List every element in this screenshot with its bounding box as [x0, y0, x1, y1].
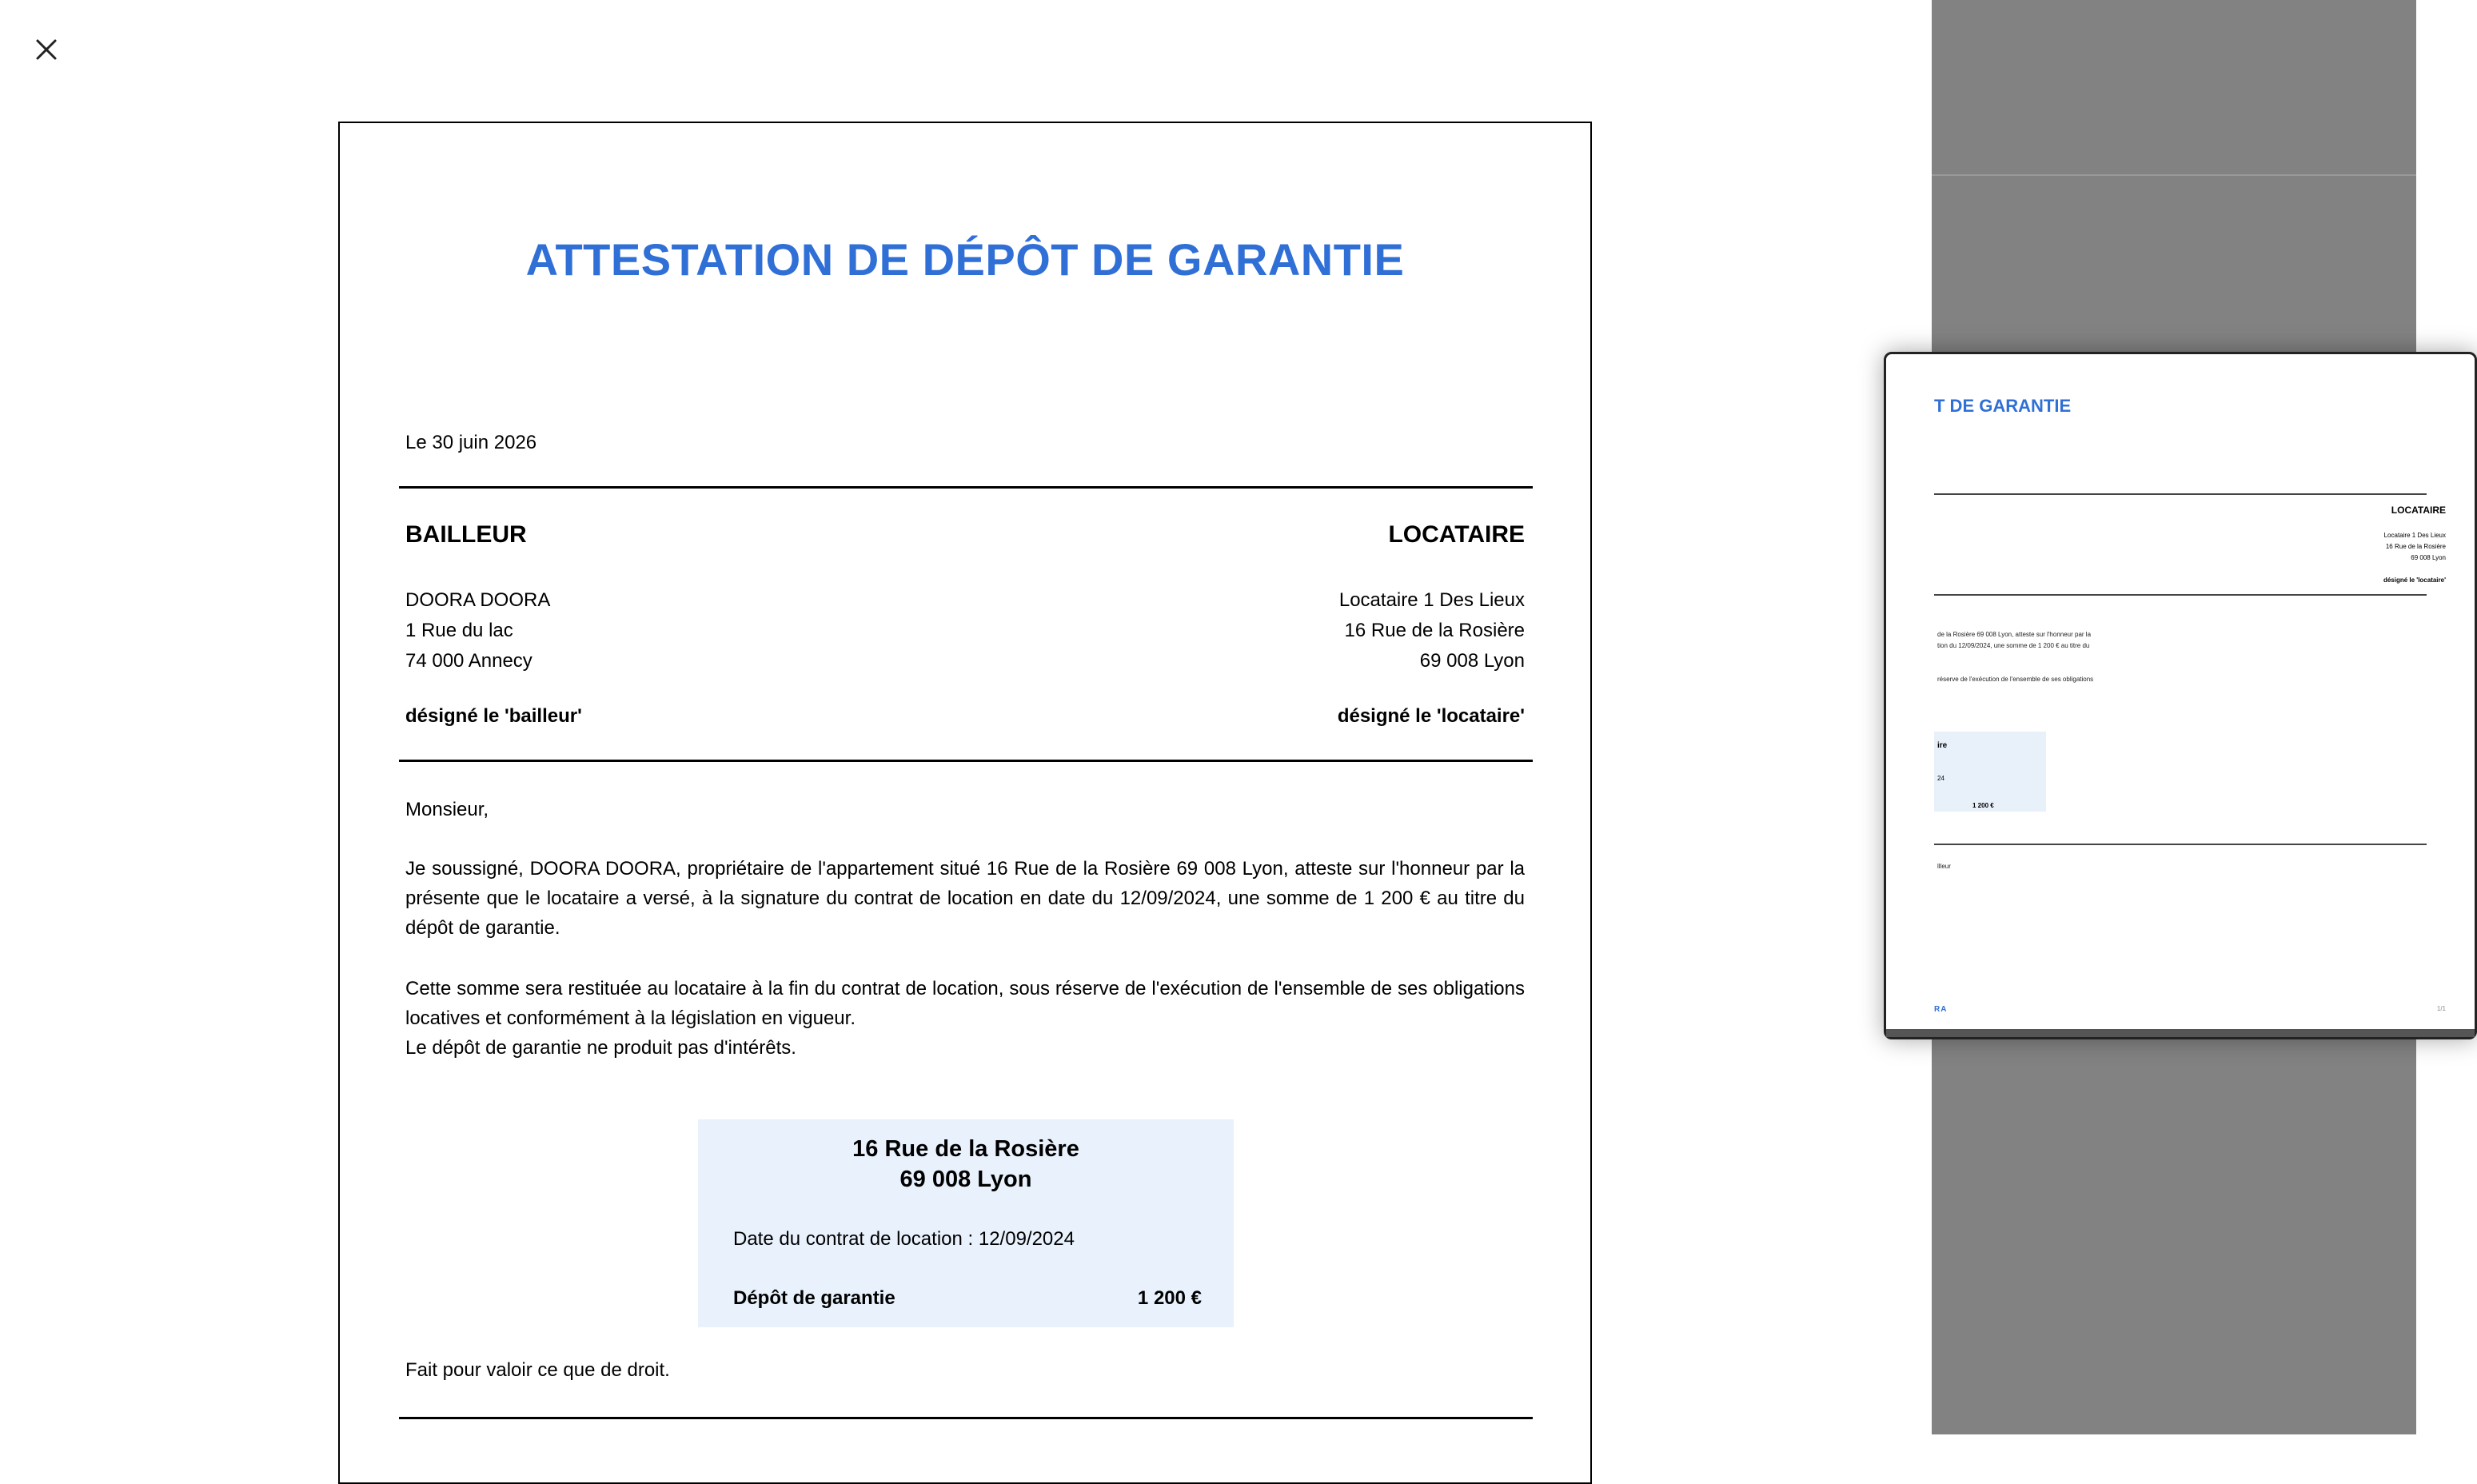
thumbnail-bottom-bar [1886, 1029, 2475, 1037]
thumbnail-rule [1934, 844, 2427, 845]
thumbnail-summary-box [1934, 732, 2046, 812]
section-divider [399, 1417, 1533, 1419]
summary-deposit-value: 1 200 € [1137, 1287, 1202, 1309]
background-app-overlay [1932, 0, 2446, 1434]
document-title: ATTESTATION DE DÉPÔT DE GARANTIE [525, 234, 1405, 285]
locataire-address [1339, 585, 1525, 676]
background-divider [1932, 174, 2416, 176]
document-thumbnail[interactable] [1884, 352, 2477, 1039]
thumbnail-page-number: 1/1 [2436, 1005, 2446, 1012]
thumbnail-title: T DE GARANTIE [1934, 396, 2072, 416]
thumbnail-locataire-designation: désigné le 'locataire' [2383, 576, 2446, 584]
locataire-heading: LOCATAIRE [1388, 521, 1525, 548]
thumbnail-box-title: ire [1937, 741, 1948, 750]
summary-address-line2: 69 008 Lyon [899, 1167, 1032, 1192]
summary-address-line1: 16 Rue de la Rosière [852, 1136, 1079, 1162]
locataire-designation: désigné le 'locataire' [1337, 705, 1525, 727]
paragraph-restitution: Cette somme sera restituée au locataire à la fin du contrat de location, sous réserve de l'exécution de l'ensemble de ses obligations locatives et conformément à la législation en vigueur. [405, 978, 1525, 1029]
summary-contract-date: Date du contrat de location : 12/09/2024 [733, 1228, 1075, 1250]
thumbnail-locataire-city: 69 008 Lyon [2411, 554, 2446, 561]
thumbnail-rule [1934, 594, 2427, 596]
closing-line: Fait pour valoir ce que de droit. [405, 1359, 670, 1381]
thumbnail-rule [1934, 493, 2427, 495]
bailleur-street: 1 Rue du lac [405, 620, 513, 641]
locataire-name: Locataire 1 Des Lieux [1338, 589, 1525, 611]
thumbnail-footer-text: llleur [1937, 863, 1951, 870]
thumbnail-locataire-heading: LOCATAIRE [2391, 505, 2446, 516]
thumbnail-brand: RA [1934, 1005, 1948, 1014]
summary-address [698, 1134, 1234, 1195]
bailleur-address [405, 585, 550, 676]
summary-deposit-label: Dépôt de garantie [733, 1287, 895, 1309]
bailleur-heading: BAILLEUR [405, 521, 527, 548]
locataire-street: 16 Rue de la Rosière [1344, 620, 1525, 641]
bailleur-city: 74 000 Annecy [405, 650, 532, 672]
bailleur-name: DOORA DOORA [405, 589, 551, 611]
thumbnail-box-date: 24 [1937, 775, 1945, 782]
thumbnail-locataire-street: 16 Rue de la Rosière [2385, 543, 2446, 550]
section-divider [399, 760, 1533, 762]
thumbnail-locataire-name: Locataire 1 Des Lieux [2383, 532, 2446, 539]
thumbnail-text: réserve de l'exécution de l'ensemble de ses obligations [1937, 676, 2094, 683]
document-page [338, 122, 1592, 1484]
thumbnail-text: tion du 12/09/2024, une somme de 1 200 € au titre du [1937, 642, 2090, 649]
thumbnail-box-value: 1 200 € [1972, 802, 1994, 809]
locataire-city: 69 008 Lyon [1419, 650, 1525, 672]
document-date: Le 30 juin 2026 [405, 432, 537, 453]
thumbnail-text: de la Rosière 69 008 Lyon, atteste sur l'honneur par la [1937, 631, 2092, 638]
paragraph-attestation: Je soussigné, DOORA DOORA, propriétaire de l'appartement situé 16 Rue de la Rosière 69 008 Lyon, atteste sur l'honneur par la présente que le locataire a versé, à la signature du contrat de location en date du 12/09/2024, une somme de 1 200 € au titre du dépôt de garantie. [405, 858, 1525, 939]
close-icon [34, 38, 58, 62]
close-button[interactable] [29, 32, 64, 67]
section-divider [399, 486, 1533, 489]
bailleur-designation: désigné le 'bailleur' [405, 705, 582, 727]
summary-box [698, 1119, 1234, 1327]
paragraph-interets: Le dépôt de garantie ne produit pas d'intérêts. [405, 1037, 796, 1059]
salutation: Monsieur, [405, 799, 489, 820]
